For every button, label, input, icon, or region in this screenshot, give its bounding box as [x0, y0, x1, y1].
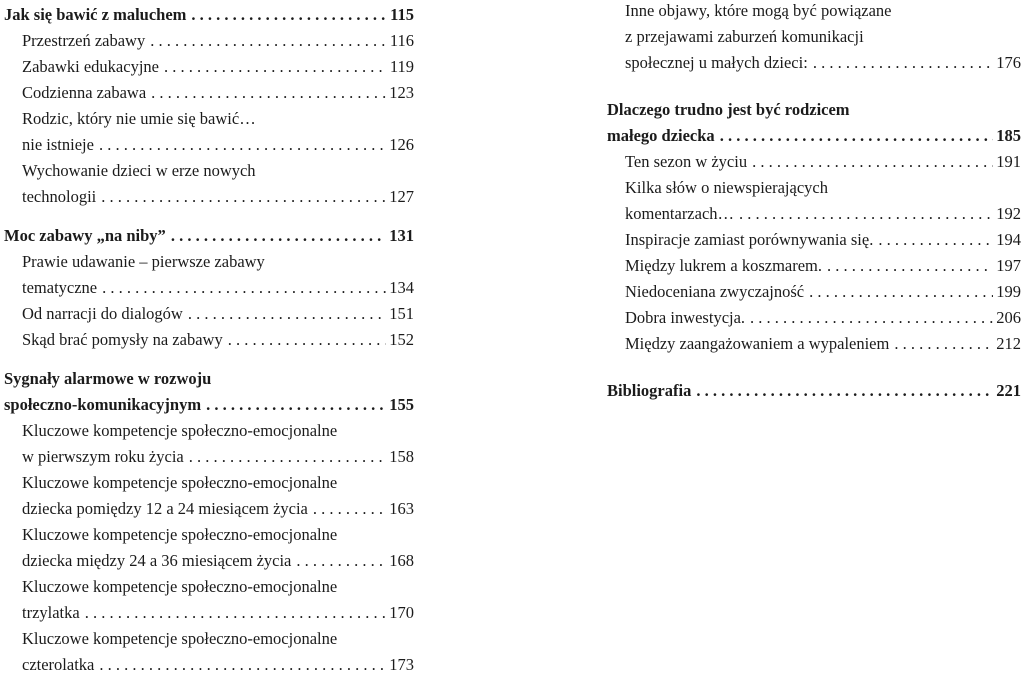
toc-entry-text: Codzienna zabawa — [22, 83, 147, 102]
dot-leader — [85, 600, 387, 626]
toc-heading-line — [607, 123, 1021, 149]
toc-entry-text: Kluczowe kompetencje społeczno-emocjonalne — [22, 421, 338, 440]
toc-heading-line — [4, 2, 414, 28]
page-number: 197 — [996, 256, 1021, 275]
toc-entry-line — [4, 54, 414, 80]
page-number: 127 — [389, 187, 414, 206]
toc-entry — [4, 522, 414, 574]
toc-entry-text: Prawie udawanie – pierwsze zabawy — [22, 252, 265, 271]
toc-entry-text: Ten sezon w życiu — [625, 152, 748, 171]
toc-entry-line — [4, 275, 414, 301]
toc-entry — [607, 279, 1021, 305]
page-number: 170 — [389, 603, 414, 622]
page-number: 168 — [389, 551, 414, 570]
toc-entry-text: Kluczowe kompetencje społeczno-emocjonalne — [22, 525, 338, 544]
toc-right-column — [607, 0, 1021, 404]
toc-entry — [607, 227, 1021, 253]
toc-entry-text: komentarzach… — [625, 204, 735, 223]
toc-entry-text: Kilka słów o niewspierających — [625, 178, 828, 197]
toc-entry — [607, 0, 1021, 76]
toc-entry — [4, 418, 414, 470]
toc-entry — [4, 54, 414, 80]
toc-entry-line — [607, 50, 1021, 76]
dot-leader — [164, 54, 387, 80]
dot-leader — [752, 149, 993, 175]
page-number: 221 — [996, 381, 1021, 400]
toc-entry-text: nie istnieje — [22, 135, 94, 154]
dot-leader — [813, 50, 993, 76]
page-number: 131 — [389, 226, 414, 245]
toc-entry-text: Kluczowe kompetencje społeczno-emocjonalne — [22, 629, 338, 648]
dot-leader — [171, 223, 386, 249]
toc-entry — [4, 80, 414, 106]
toc-entry-text: czterolatka — [22, 655, 95, 674]
toc-heading-line — [4, 223, 414, 249]
toc-heading-text: Sygnały alarmowe w rozwoju — [4, 369, 212, 388]
toc-entry-line — [4, 470, 414, 496]
toc-heading-line — [607, 378, 1021, 404]
toc-entry-line — [4, 327, 414, 353]
toc-entry-line — [607, 201, 1021, 227]
toc-entry-text: dziecka między 24 a 36 miesiącem życia — [22, 551, 292, 570]
toc-entry-text: Między zaangażowaniem a wypaleniem — [625, 334, 890, 353]
page-number: 173 — [389, 655, 414, 674]
dot-leader — [206, 392, 386, 418]
toc-entry-line — [607, 227, 1021, 253]
toc-entry-text: Kluczowe kompetencje społeczno-emocjonalne — [22, 577, 338, 596]
page-number: 163 — [389, 499, 414, 518]
toc-entry-line — [607, 175, 1021, 201]
toc-section — [4, 366, 414, 678]
toc-entry-line — [4, 496, 414, 522]
dot-leader — [296, 548, 386, 574]
toc-entry-line — [4, 184, 414, 210]
toc-heading-text: społeczno-komunikacyjnym — [4, 395, 202, 414]
toc-entry-text: Niedoceniana zwyczajność — [625, 282, 805, 301]
toc-entry-text: Zabawki edukacyjne — [22, 57, 159, 76]
toc-entry-line — [4, 301, 414, 327]
toc-entry-text: Inne objawy, które mogą być powiązane — [625, 1, 892, 20]
dot-leader — [151, 80, 386, 106]
toc-entry — [4, 106, 414, 158]
toc-entry — [607, 175, 1021, 227]
dot-leader — [313, 496, 386, 522]
toc-entry-text: w pierwszym roku życia — [22, 447, 184, 466]
dot-leader — [750, 305, 993, 331]
page-number: 151 — [389, 304, 414, 323]
toc-entry-text: Od narracji do dialogów — [22, 304, 183, 323]
toc-entry-line — [4, 106, 414, 132]
page-number: 206 — [996, 308, 1021, 327]
toc-heading-text: Jak się bawić z maluchem — [4, 5, 187, 24]
toc-section — [4, 2, 414, 210]
toc-section — [4, 223, 414, 353]
page-number: 115 — [390, 5, 414, 24]
toc-entry-line — [4, 548, 414, 574]
toc-entry-text: z przejawami zaburzeń komunikacji — [625, 27, 864, 46]
dot-leader — [739, 201, 993, 227]
page-number: 126 — [389, 135, 414, 154]
page-number: 152 — [389, 330, 414, 349]
page-number: 123 — [389, 83, 414, 102]
toc-entry — [4, 574, 414, 626]
toc-entry-text: Dobra inwestycja. — [625, 308, 746, 327]
dot-leader — [878, 227, 993, 253]
toc-entry — [607, 149, 1021, 175]
dot-leader — [188, 301, 386, 327]
toc-entry-line — [607, 279, 1021, 305]
toc-entry — [4, 249, 414, 301]
toc-entry-line — [4, 444, 414, 470]
toc-entry-line — [4, 418, 414, 444]
dot-leader — [99, 652, 386, 678]
toc-entry — [607, 305, 1021, 331]
toc-entry — [4, 470, 414, 522]
page-number: 116 — [389, 31, 414, 50]
dot-leader — [827, 253, 993, 279]
toc-entry-line — [607, 0, 1021, 24]
dot-leader — [189, 444, 387, 470]
dot-leader — [696, 378, 993, 404]
toc-entry-line — [4, 574, 414, 600]
toc-section — [607, 0, 1021, 76]
toc-entry-line — [4, 600, 414, 626]
toc-entry-text: tematyczne — [22, 278, 98, 297]
toc-section — [607, 97, 1021, 357]
toc-entry — [4, 158, 414, 210]
toc-entry-text: trzylatka — [22, 603, 80, 622]
page-number: 199 — [996, 282, 1021, 301]
toc-entry-text: Kluczowe kompetencje społeczno-emocjonalne — [22, 473, 338, 492]
toc-entry — [607, 331, 1021, 357]
toc-entry-text: społecznej u małych dzieci: — [625, 53, 808, 72]
toc-entry-text: Inspiracje zamiast porównywania się. — [625, 230, 874, 249]
dot-leader — [99, 132, 386, 158]
toc-entry-line — [607, 305, 1021, 331]
toc-entry-line — [607, 253, 1021, 279]
toc-entry-line — [607, 149, 1021, 175]
toc-heading-line — [4, 366, 414, 392]
toc-heading-text: Moc zabawy „na niby” — [4, 226, 166, 245]
page-number: 176 — [996, 53, 1021, 72]
toc-entry-text: Przestrzeń zabawy — [22, 31, 146, 50]
page-number: 155 — [389, 395, 414, 414]
toc-entry-text: Między lukrem a koszmarem. — [625, 256, 823, 275]
dot-leader — [809, 279, 993, 305]
toc-entry-text: Skąd brać pomysły na zabawy — [22, 330, 223, 349]
toc-entry-line — [4, 652, 414, 678]
toc-entry-line — [4, 249, 414, 275]
page-number: 212 — [996, 334, 1021, 353]
toc-entry-line — [607, 24, 1021, 50]
toc-entry — [4, 327, 414, 353]
page-number: 119 — [389, 57, 414, 76]
toc-entry-text: technologii — [22, 187, 97, 206]
dot-leader — [894, 331, 993, 357]
dot-leader — [102, 275, 386, 301]
toc-heading-line — [4, 392, 414, 418]
toc-entry — [4, 626, 414, 678]
dot-leader — [720, 123, 994, 149]
toc-section — [607, 378, 1021, 404]
toc-entry-line — [4, 158, 414, 184]
toc-heading-line — [607, 97, 1021, 123]
page-number: 194 — [996, 230, 1021, 249]
dot-leader — [191, 2, 387, 28]
toc-entry-line — [4, 522, 414, 548]
toc-entry — [4, 301, 414, 327]
toc-entry-text: Wychowanie dzieci w erze nowych — [22, 161, 256, 180]
page-number: 191 — [996, 152, 1021, 171]
toc-heading-text: małego dziecka — [607, 126, 715, 145]
toc-heading-text: Bibliografia — [607, 381, 692, 400]
toc-entry-line — [4, 132, 414, 158]
toc-entry — [4, 28, 414, 54]
toc-entry-text: dziecka pomiędzy 12 a 24 miesiącem życia — [22, 499, 308, 518]
dot-leader — [228, 327, 387, 353]
toc-entry-line — [607, 331, 1021, 357]
page-number: 134 — [389, 278, 414, 297]
toc-entry-line — [4, 80, 414, 106]
toc-entry-line — [4, 28, 414, 54]
page-number: 158 — [389, 447, 414, 466]
page-number: 192 — [996, 204, 1021, 223]
toc-left-column — [4, 2, 414, 678]
toc-entry-text: Rodzic, który nie umie się bawić… — [22, 109, 256, 128]
page-number: 185 — [996, 126, 1021, 145]
dot-leader — [101, 184, 386, 210]
toc-entry — [607, 253, 1021, 279]
toc-heading-text: Dlaczego trudno jest być rodzicem — [607, 100, 850, 119]
dot-leader — [150, 28, 387, 54]
toc-entry-line — [4, 626, 414, 652]
